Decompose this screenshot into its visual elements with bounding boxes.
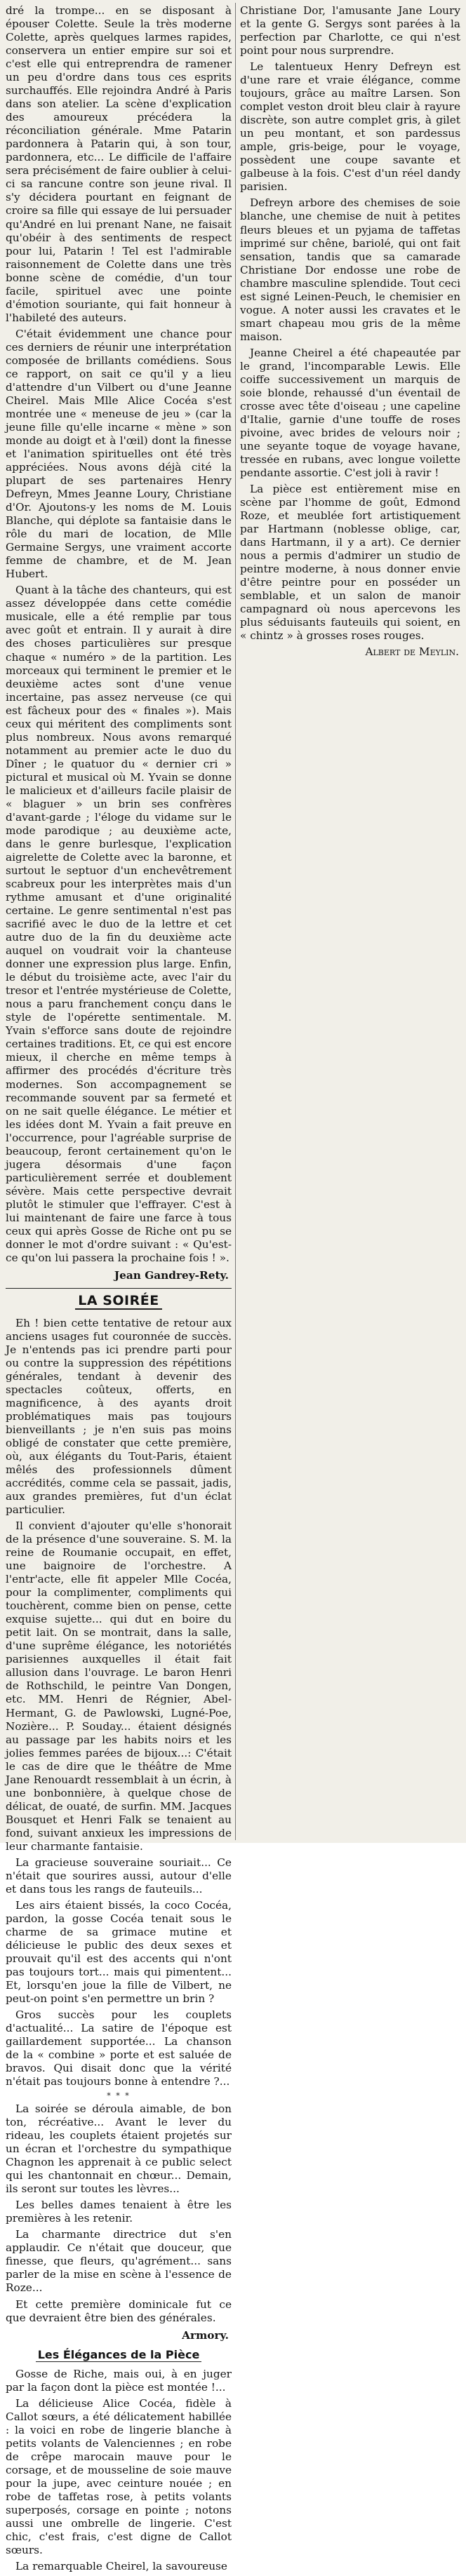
elegances-paragraph: Gosse de Riche, mais oui, à en juger par la façon dont la pièce est montée !...	[6, 2367, 232, 2394]
elegances-paragraph: La pièce est entièrement mise en scène par l'homme de goût, Edmond Roze, et meublée fort artistiquement par Hartmann (noblesse oblige, car, dans Hartmann, il y a art). Ce dernier nous a permis d'admirer un studio de peintre moderne, à nous donner envie d'être peintre pour en posséder un semblable, et un salon de manoir campagnard où nous apercevons les plus séduisants fauteuils qui soient, en « chintz » à grosses roses rouges.	[240, 483, 460, 643]
elegances-paragraph: Jeanne Cheirel a été chapeautée par le grand, l'incomparable Lewis. Elle coiffe successivement un marquis de soie blonde, rehaussé d'un éventail de crosse avec tête d'oiseau ; une capeline d'Italie, garnie d'une touffe de roses pivoine, avec brides de velours noir ; une seyante toque de voyage havane, tressée en rubans, avec longue voilette pendante assortie. C'est joli à ravir !	[240, 346, 460, 480]
soiree-signature: Armory.	[182, 2328, 229, 2342]
review-paragraph: dré la trompe... en se disposant à épouser Colette. Seule la très moderne Colette, après quelques larmes rapides, conservera un entier empire sur soi et c'est elle qui entreprendra de ramener un peu d'ordre dans tous ces esprits surchauffés. Elle rejoindra André à Paris dans son atelier. La scène d'explication des amoureux précédera la réconciliation générale. Mme Patarin pardonnera à Patarin qui, à son tour, pardonnera, etc... Le difficile de l'affaire sera précisément de faire oublier à celui-ci sa rancune contre son jeune rival. Il s'y décidera pourtant en feignant de croire sa fille qui essaye de lui persuader qu'André en lui prenant Nane, ne faisait qu'obéir à des sentiments de respect pour lui, Patarin ! Tel est l'admirable raisonnement de Colette dans une très bonne scène de comédie, d'un tour facile, spirituel avec une pointe d'émotion souriante, qui fait honneur à l'habileté des auteurs.	[6, 4, 232, 324]
column-rule	[235, 3, 236, 1840]
review-signature: Jean Gandrey-Rety.	[114, 1268, 229, 1282]
soiree-paragraph: Il convient d'ajouter qu'elle s'honorait de la présence d'une souveraine. S. M. la reine de Roumanie occupait, en effet, une baignoire de l'orchestre. A l'entr'acte, elle fit appeler Mlle Cocéa, pour la complimenter, compliments qui touchèrent, comme bien on pense, cette exquise sujette... qui dut en boire du petit lait. On se montrait, dans la salle, d'une suprême élégance, les notoriétés parisiennes auxquelles il était fait allusion dans l'ouvrage. Le baron Henri de Rothschild, le peintre Van Dongen, etc. MM. Henri de Régnier, Abel-Hermant, G. de Pawlowski, Lugné-Poe, Nozière... P. Souday... étaient désignés au passage par les habits noirs et les jolies femmes parées de bijoux...: C'était le cas de dire que le théâtre de Mme Jane Renouardt ressemblait à un écrin, à une bonbonnière, à quelque chose de délicat, de ouaté, de surfin. MM. Jacques Bousquet et Henri Falk se tenaient au fond, suivant anxieux les impressions de leur charmante fantaisie.	[6, 1520, 232, 1853]
soiree-paragraph: Gros succès pour les couplets d'actualité... La satire de l'époque est gaillardement supportée... La chanson de la « combine » porte et est saluée de bravos. Qui disait donc que la vérité n'était pas toujours bonne à entendre ?...	[6, 2008, 232, 2088]
soiree-paragraph: Eh ! bien cette tentative de retour aux anciens usages fut couronnée de succès. Je n'entends pas ici prendre parti pour ou contre la suppression des répétitions générales, tendant à devenir des spectacles coûteux, offerts, en magnificence, à des ayants droit problématiques mais pas toujours bienveillants ; je n'en suis pas moins obligé de constater que cette première, où, aux élégants du Tout-Paris, étaient mêlés des professionnels dûment accrédités, comme cela se passait, jadis, aux grandes premières, fut d'un éclat particulier.	[6, 1316, 232, 1517]
elegances-heading-text: Les Élégances de la Pièce	[36, 2348, 202, 2362]
soiree-paragraph: Les airs étaient bissés, la coco Cocéa, pardon, la gosse Cocéa tenait sous le charme de sa grimace mutine et délicieuse le public des deux sexes et prouvait qu'il est des accents qui n'ont pas toujours tort... mais qui pimentent... Et, lorsqu'en joue la fille de Vilbert, ne peut-on point s'en permettre un brin ?	[6, 1898, 232, 2006]
review-paragraph: C'était évidemment une chance pour ces derniers de réunir une interprétation composée de brillants comédiens. Sous ce rapport, on sait ce qu'il y a lieu d'attendre d'un Vilbert ou d'une Jeanne Cheirel. Mais Mlle Alice Cocéa s'est montrée une « meneuse de jeu » (car la jeune fille qu'elle incarne « mène » son monde au doigt et à l'œil) dont la finesse et l'animation spirituelles ont été très appréciées. Nous avons déjà cité la plupart de ses partenaires Henry Defreyn, Mmes Jeanne Loury, Christiane d'Or. Ajoutons-y les noms de M. Louis Blanche, qui déplote sa fantaisie dans le rôle du mari de location, de Mlle Germaine Sergys, une vraiment accorte femme de chambre, et de M. Jean Hubert.	[6, 327, 232, 581]
elegances-heading	[6, 2348, 232, 2362]
soiree-paragraph: La soirée se déroula aimable, de bon ton, récréative... Avant le lever du rideau, les couplets étaient projetés sur un écran et l'orchestre du sympathique Chagnon les apprenait à ce public select qui les chantonnait en chœur... Demain, ils seront sur toutes les lèvres...	[6, 2102, 232, 2196]
elegances-paragraph: Le talentueux Henry Defreyn est d'une rare et vraie élégance, comme toujours, grâce au maître Larsen. Son complet veston droit bleu clair à rayure discrète, son autre complet gris, à gilet un peu montant, et son pardessus ample, gris-beige, pour le voyage, possèdent une coupe savante et galbeuse à la fois. C'est d'un réel dandy parisien.	[240, 60, 460, 194]
soiree-paragraph: La charmante directrice dut s'en applaudir. Ce n'était que douceur, que finesse, que fleurs, qu'agrément... sans parler de la mise en scène à l'essence de Roze...	[6, 2228, 232, 2295]
soiree-paragraph: Les belles dames tenaient à être les premières à les retenir.	[6, 2199, 232, 2225]
elegances-paragraph: La délicieuse Alice Cocéa, fidèle à Callot sœurs, a été délicatement habillée : la voici en robe de lingerie blanche à petits volants de Valenciennes ; en robe de crêpe marocain mauve pour le corsage, et de mousseline de soie mauve pour la jupe, avec ceinture nouée ; en robe de taffetas rose, à petits volants superposés, corsage en pointe ; notons aussi une ombrelle de lingerie. C'est chic, c'est frais, c'est digne de Callot sœurs.	[6, 2396, 232, 2556]
section-divider	[6, 1288, 232, 1289]
soiree-paragraph: Et cette première dominicale fut ce que devraient être bien des générales.	[6, 2297, 232, 2324]
review-paragraph: Quant à la tâche des chanteurs, qui est assez développée dans cette comédie musicale, elle a été remplie par tous avec goût et entrain. Il y aurait à dire des choses particulières sur presque chaque « numéro » de la partition. Les morceaux qui terminent le premier et le deuxième actes sont d'une venue incertaine, pas assez nerveuse (ce qui est fâcheux pour des « finales »). Mais ceux qui méritent des compliments sont plus nombreux. Nous avons remarqué notamment au premier acte le duo du Dîner ; le quatuor du « dernier cri » pictural et musical où M. Yvain se donne le malicieux et d'ailleurs facile plaisir de « blaguer » un brin ses confrères d'avant-garde ; l'éloge du vidame sur le mode parodique ; au deuxième acte, dans le genre burlesque, l'explication aigrelette de Colette avec la baronne, et surtout le septuor d'un enchevêtrement scabreux pour les interprètes mais d'un rythme amusant et d'une originalité certaine. Le genre sentimental n'est pas sacrifié avec le duo de la lettre et cet autre duo de la fin du deuxième acte auquel on voudrait voir la chanteuse donner une expression plus large. Enfin, le début du troisième acte, avec l'air du tresor et l'entrée mystérieuse de Colette, nous a paru franchement conçu dans le style de l'opérette sentimentale. M. Yvain s'efforce sans doute de rejoindre certaines traditions. Et, ce qui est encore mieux, il cherche en même temps à affirmer des procédés d'écriture très modernes. Son accompagnement se recommande souvent par sa fermeté et on ne sait quelle élégance. Le métier et les idées dont M. Yvain a fait preuve en l'occurrence, pour l'agréable surprise de beaucoup, feront certainement qu'on le jugera désormais d'une façon particulièrement serrée et doublement sévère. Mais cette perspective devrait plutôt le stimuler que l'effrayer. C'est à lui maintenant de faire une farce à tous ceux qui après Gosse de Riche ont pu se donner le mot d'ordre suivant : « Qu'est-ce qu'on lui passera la prochaine fois ! ».	[6, 584, 232, 1264]
asterism-divider: * * *	[107, 2091, 131, 2101]
soiree-heading	[6, 1293, 232, 1310]
elegances-signature: Albert de Meylin.	[365, 645, 459, 659]
right-column	[240, 4, 460, 665]
elegances-paragraph: La remarquable Cheirel, la savoureuse	[15, 2559, 227, 2572]
elegances-paragraph: Christiane Dor, l'amusante Jane Loury et la gente G. Sergys sont parées à la perfection par Charlotte, ce qui n'est point pour nous surprendre.	[240, 4, 460, 58]
soiree-heading-text: LA SOIRÉE	[75, 1293, 161, 1310]
left-column	[6, 4, 232, 2576]
soiree-paragraph: La gracieuse souveraine souriait... Ce n'était que sourires aussi, autour d'elle et dans tous les rangs de fauteuils...	[6, 1856, 232, 1896]
elegances-paragraph: Defreyn arbore des chemises de soie blanche, une chemise de nuit à petites fleurs bleues et un pyjama de taffetas imprimé sur chêne, bariolé, qui ont fait sensation, tandis que sa camarade Christiane Dor endosse une robe de chambre masculine splendide. Tout ceci est signé Leinen-Peuch, le chemisier en vogue. A noter aussi les cravates et le smart chapeau mou gris de la même maison.	[240, 196, 460, 343]
